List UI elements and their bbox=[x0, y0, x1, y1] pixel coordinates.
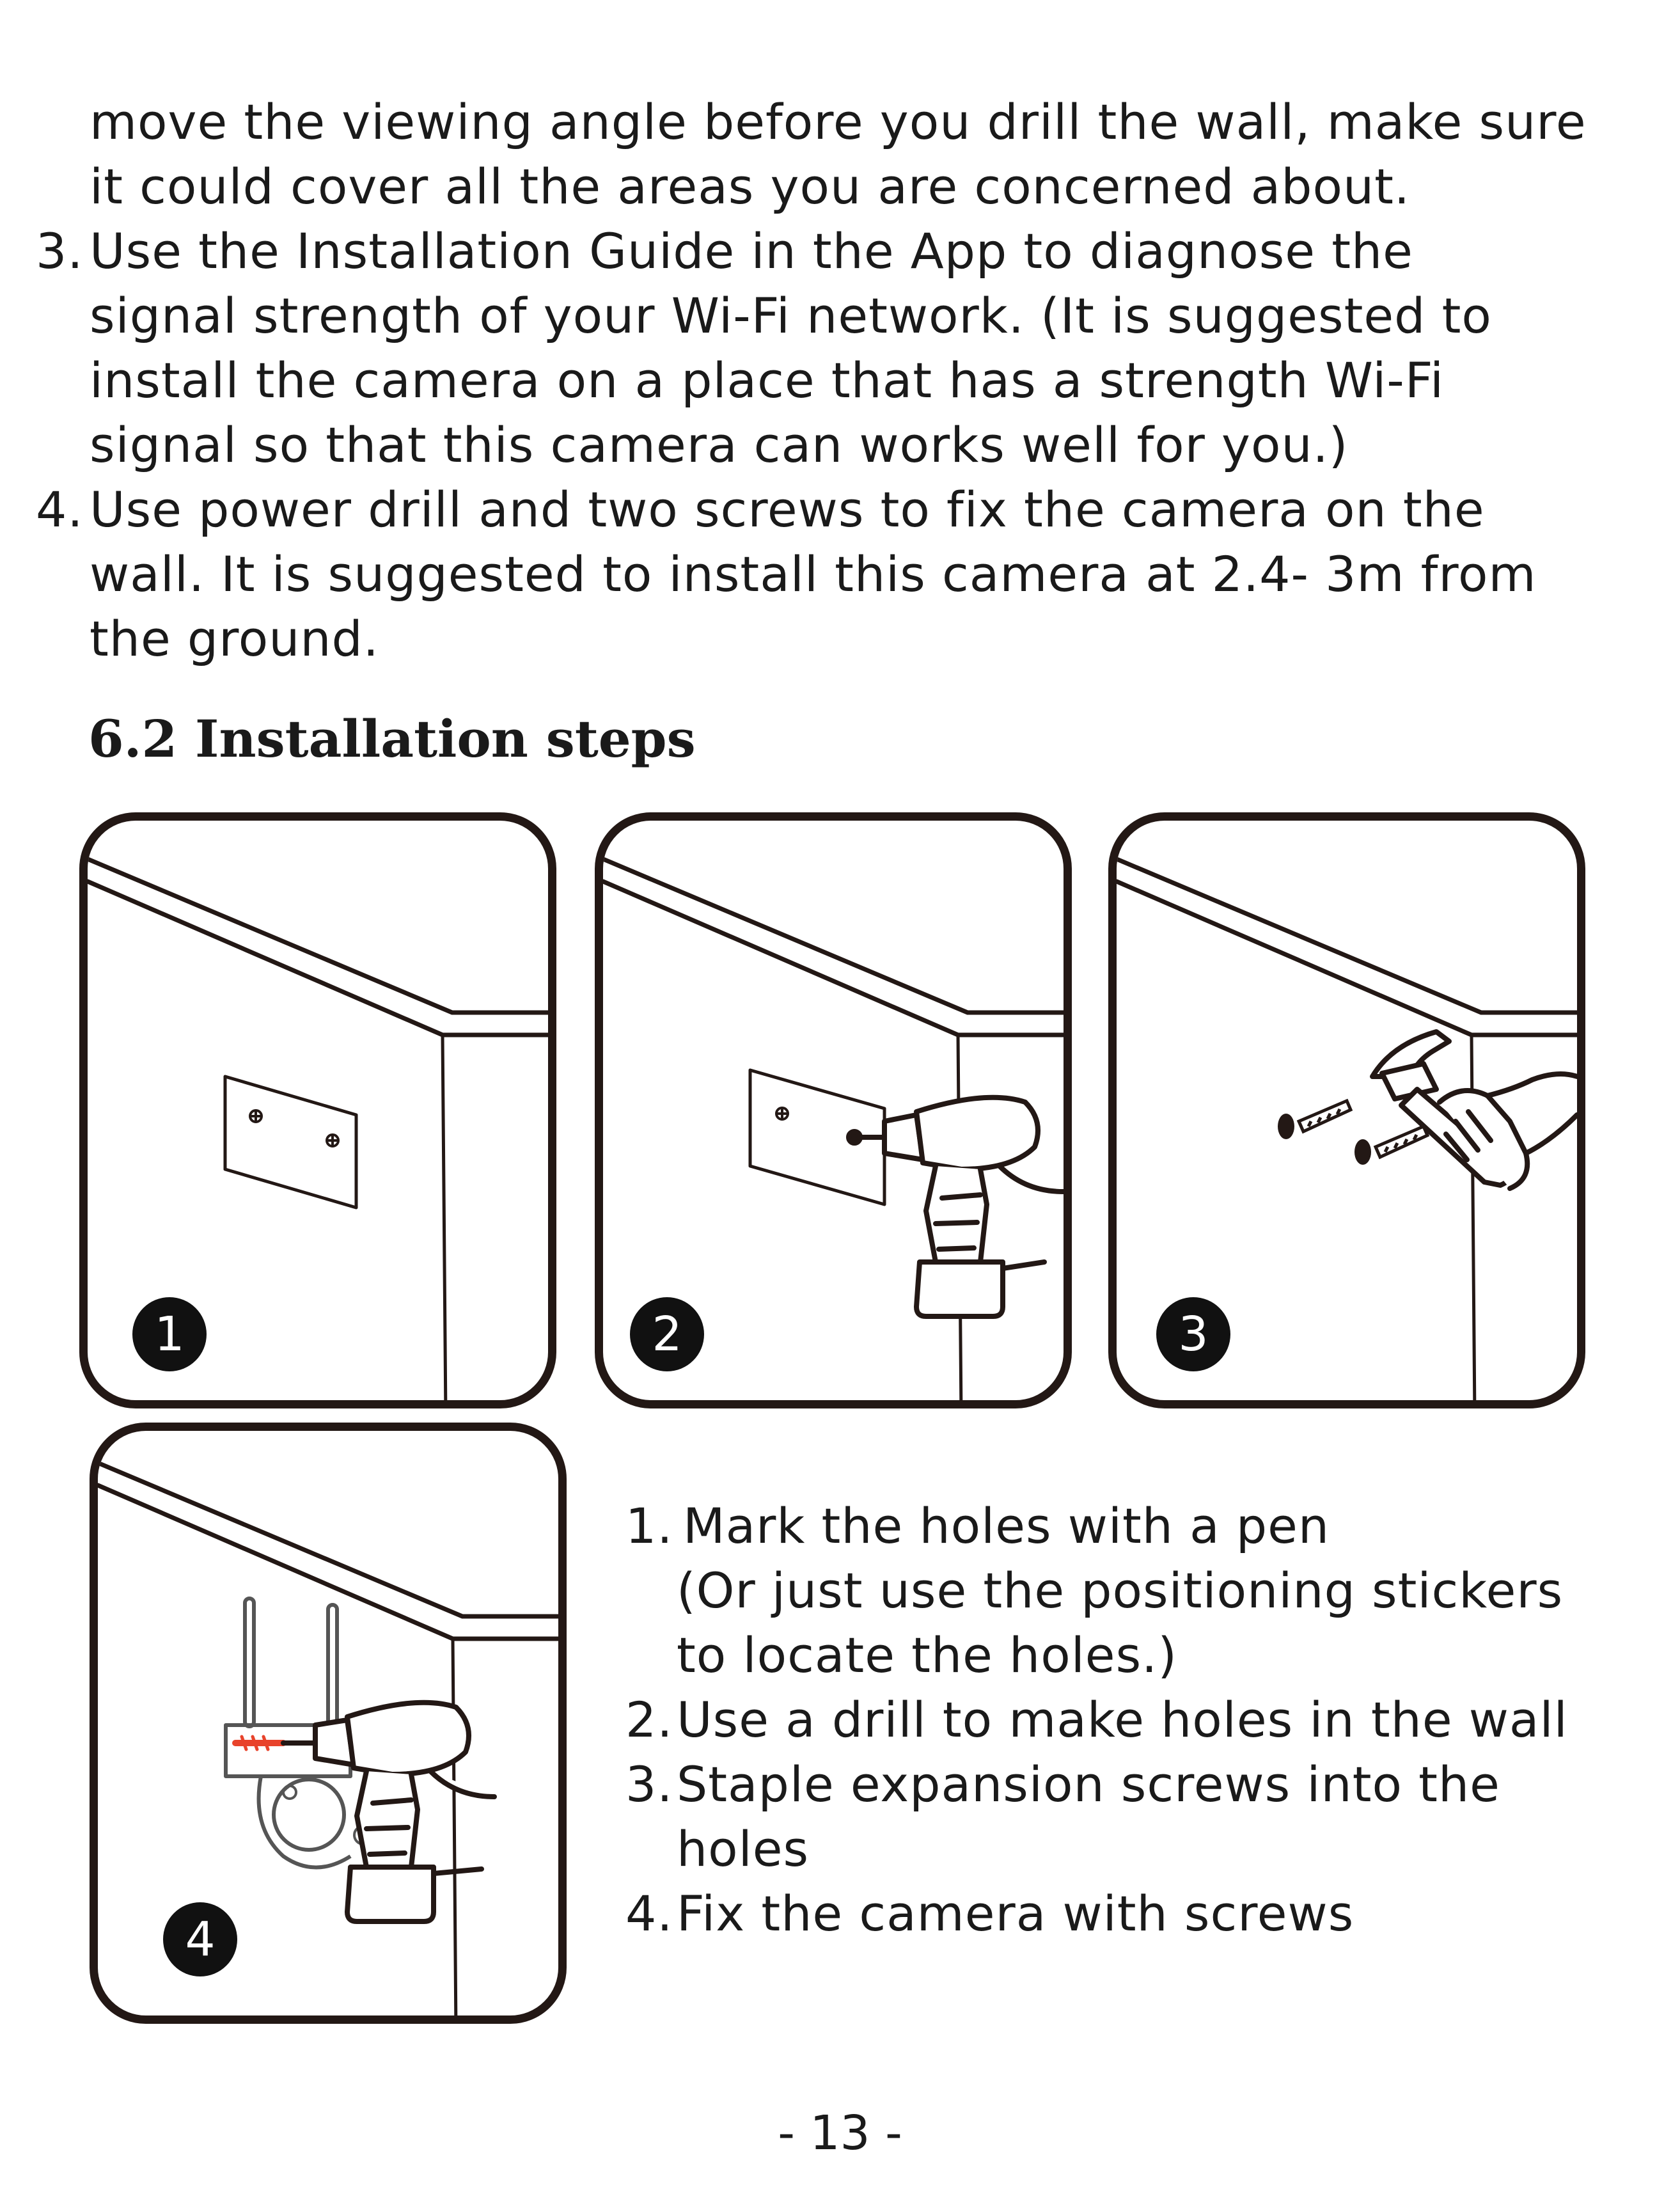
installation-steps-list bbox=[625, 1494, 1568, 1946]
intro-line: signal so that this camera can works well for you.) bbox=[90, 416, 1349, 473]
page-number: - 13 - bbox=[778, 2106, 902, 2161]
step-badge: 4 bbox=[163, 1902, 237, 1976]
hammer-icon bbox=[1372, 1032, 1577, 1188]
intro-line: install the camera on a place that has a strength Wi-Fi bbox=[90, 352, 1445, 409]
step-number: 2. bbox=[625, 1691, 673, 1748]
intro-line: wall. It is suggested to install this camera at 2.4- 3m from bbox=[90, 546, 1537, 603]
intro-line: Use power drill and two screws to fix the camera on the bbox=[90, 481, 1485, 538]
intro-continuation bbox=[90, 90, 1599, 219]
step-2-panel bbox=[595, 812, 1072, 1408]
step-4-panel bbox=[90, 1423, 567, 2024]
intro-line: signal strength of your Wi-Fi network. (It is suggested to bbox=[90, 287, 1492, 344]
intro-item-number: 3. bbox=[36, 223, 84, 280]
step-number: 3. bbox=[625, 1756, 673, 1813]
intro-item-4 bbox=[36, 477, 1599, 671]
step-line: Mark the holes with a pen bbox=[683, 1497, 1330, 1554]
list-item bbox=[625, 1494, 1568, 1687]
step-badge: 2 bbox=[630, 1297, 704, 1371]
intro-line: Use the Installation Guide in the App to diagnose the bbox=[90, 223, 1413, 280]
intro-line: move the viewing angle before you drill the wall, make sure bbox=[90, 93, 1587, 150]
step-number: 1. bbox=[625, 1497, 673, 1554]
drill-icon bbox=[849, 1098, 1064, 1316]
step-line: Use a drill to make holes in the wall bbox=[677, 1691, 1568, 1748]
intro-item-3 bbox=[36, 219, 1599, 477]
step-line: Staple expansion screws into the bbox=[677, 1756, 1500, 1813]
step-line: (Or just use the positioning stickers bbox=[677, 1562, 1564, 1619]
step-number: 4. bbox=[625, 1885, 673, 1942]
list-item bbox=[625, 1752, 1568, 1881]
section-heading: 6.2 Installation steps bbox=[88, 709, 696, 769]
step-badge: 1 bbox=[132, 1297, 207, 1371]
step-3-panel bbox=[1108, 812, 1585, 1408]
list-item bbox=[625, 1687, 1568, 1752]
step-line: holes bbox=[677, 1820, 810, 1877]
intro-line: the ground. bbox=[90, 610, 379, 667]
screw-icon bbox=[235, 1737, 283, 1749]
step-line: to locate the holes.) bbox=[677, 1627, 1177, 1684]
step-badge: 3 bbox=[1156, 1297, 1230, 1371]
intro-item-number: 4. bbox=[36, 481, 84, 538]
drill-icon bbox=[283, 1703, 494, 1921]
list-item bbox=[625, 1881, 1568, 1946]
intro-line: it could cover all the areas you are concerned about. bbox=[90, 158, 1411, 215]
step-line: Fix the camera with screws bbox=[677, 1885, 1354, 1942]
step-1-panel bbox=[79, 812, 556, 1408]
